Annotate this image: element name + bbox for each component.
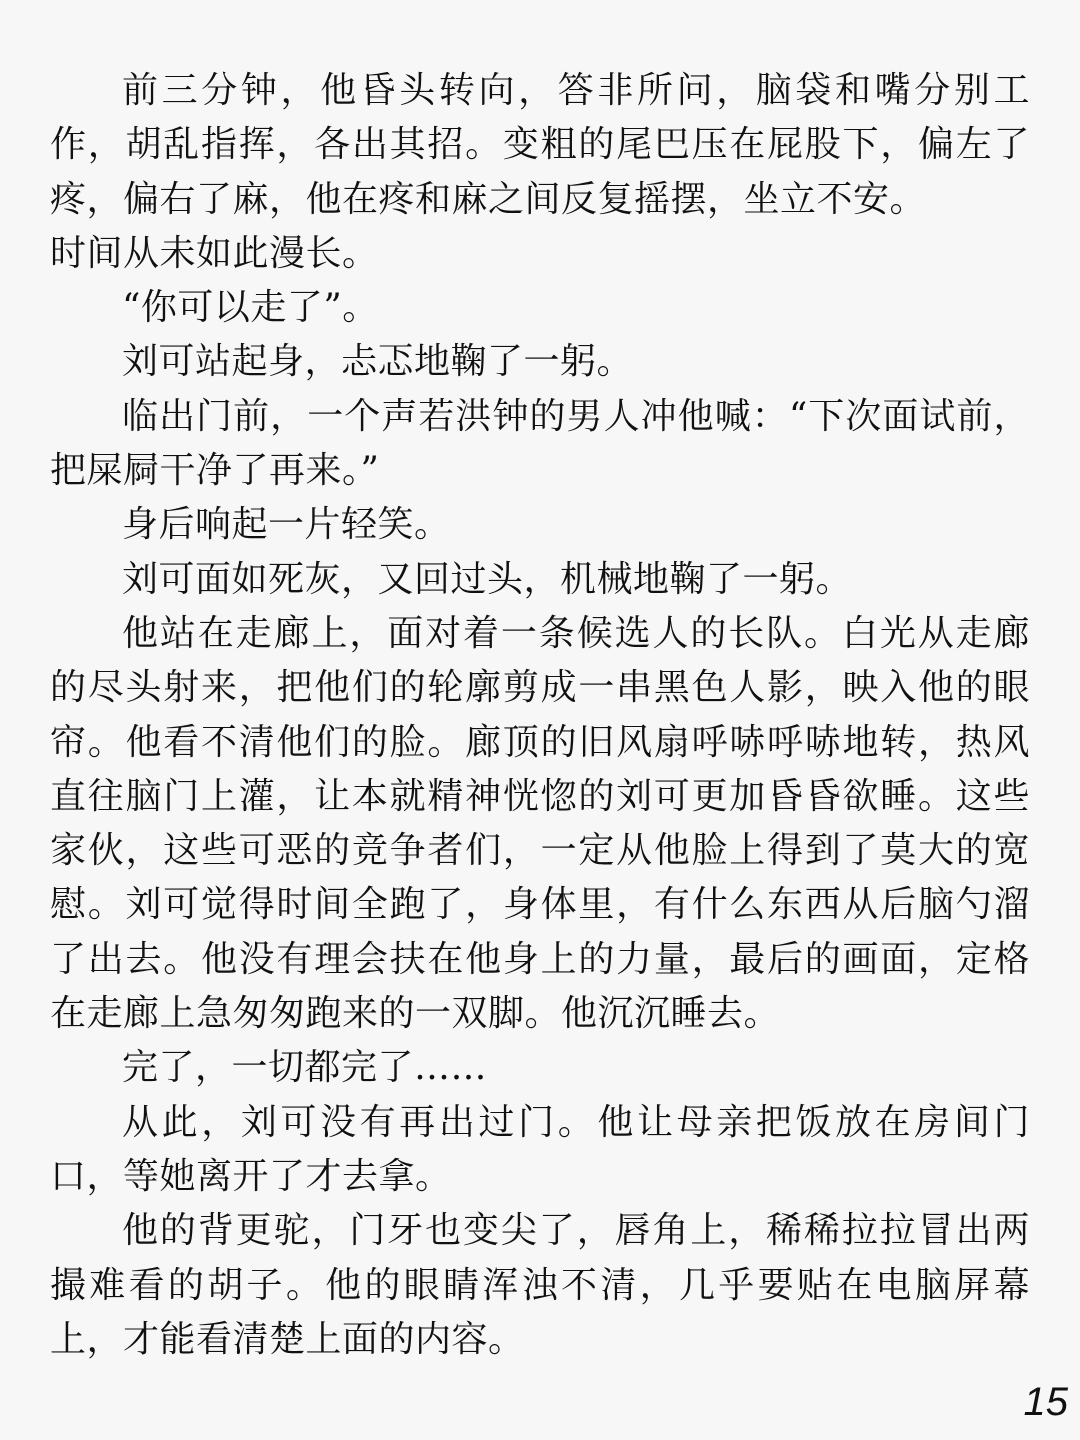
- paragraph: “你可以走了”。: [122, 287, 379, 329]
- paragraph: 身后响起一片轻笑。: [122, 504, 451, 546]
- paragraph: 他站在走廊上，面对着一条候选人的长队。白光从走廊的尽头射来，把他们的轮廓剪成一串黑色人影，映入他的眼帘。他看不清他们的脸。廊顶的旧风扇呼哧呼哧地转，热风直往脑门上灌，让本就精神恍惚的刘可更加昏昏欲睡。这些家伙，这些可恶的竞争者们，一定从他脸上得到了莫大的宽慰。刘可觉得时间全跑了，身体里，有什么东西从后脑勺溜了出去。他没有理会扶在他身上的力量，最后的画面，定格在走廊上急匆匆跑来的一双脚。他沉沉睡去。: [50, 612, 1030, 1035]
- document-body: [50, 64, 1030, 1367]
- page-number: 15: [1023, 1380, 1068, 1424]
- paragraph: 刘可面如死灰，又回过头，机械地鞠了一躬。: [122, 558, 853, 600]
- paragraph: 他的背更驼，门牙也变尖了，唇角上，稀稀拉拉冒出两撮难看的胡子。他的眼睛浑浊不清，几乎要贴在电脑屏幕上，才能看清楚上面的内容。: [50, 1210, 1030, 1360]
- paragraph: 从此，刘可没有再出过门。他让母亲把饭放在房间门口，等她离开了才去拿。: [50, 1101, 1030, 1197]
- paragraph: 完了，一切都完了……: [122, 1047, 488, 1089]
- paragraph: 刘可站起身，忐忑地鞠了一躬。: [122, 341, 634, 383]
- paragraph: 时间从未如此漫长。: [50, 232, 379, 274]
- paragraph: 前三分钟，他昏头转向，答非所问，脑袋和嘴分别工作，胡乱指挥，各出其招。变粗的尾巴压在屁股下，偏左了疼，偏右了麻，他在疼和麻之间反复摇摆，坐立不安。: [50, 70, 1030, 220]
- paragraph: 临出门前，一个声若洪钟的男人冲他喊：“下次面试前，把屎屙干净了再来。”: [50, 395, 1030, 492]
